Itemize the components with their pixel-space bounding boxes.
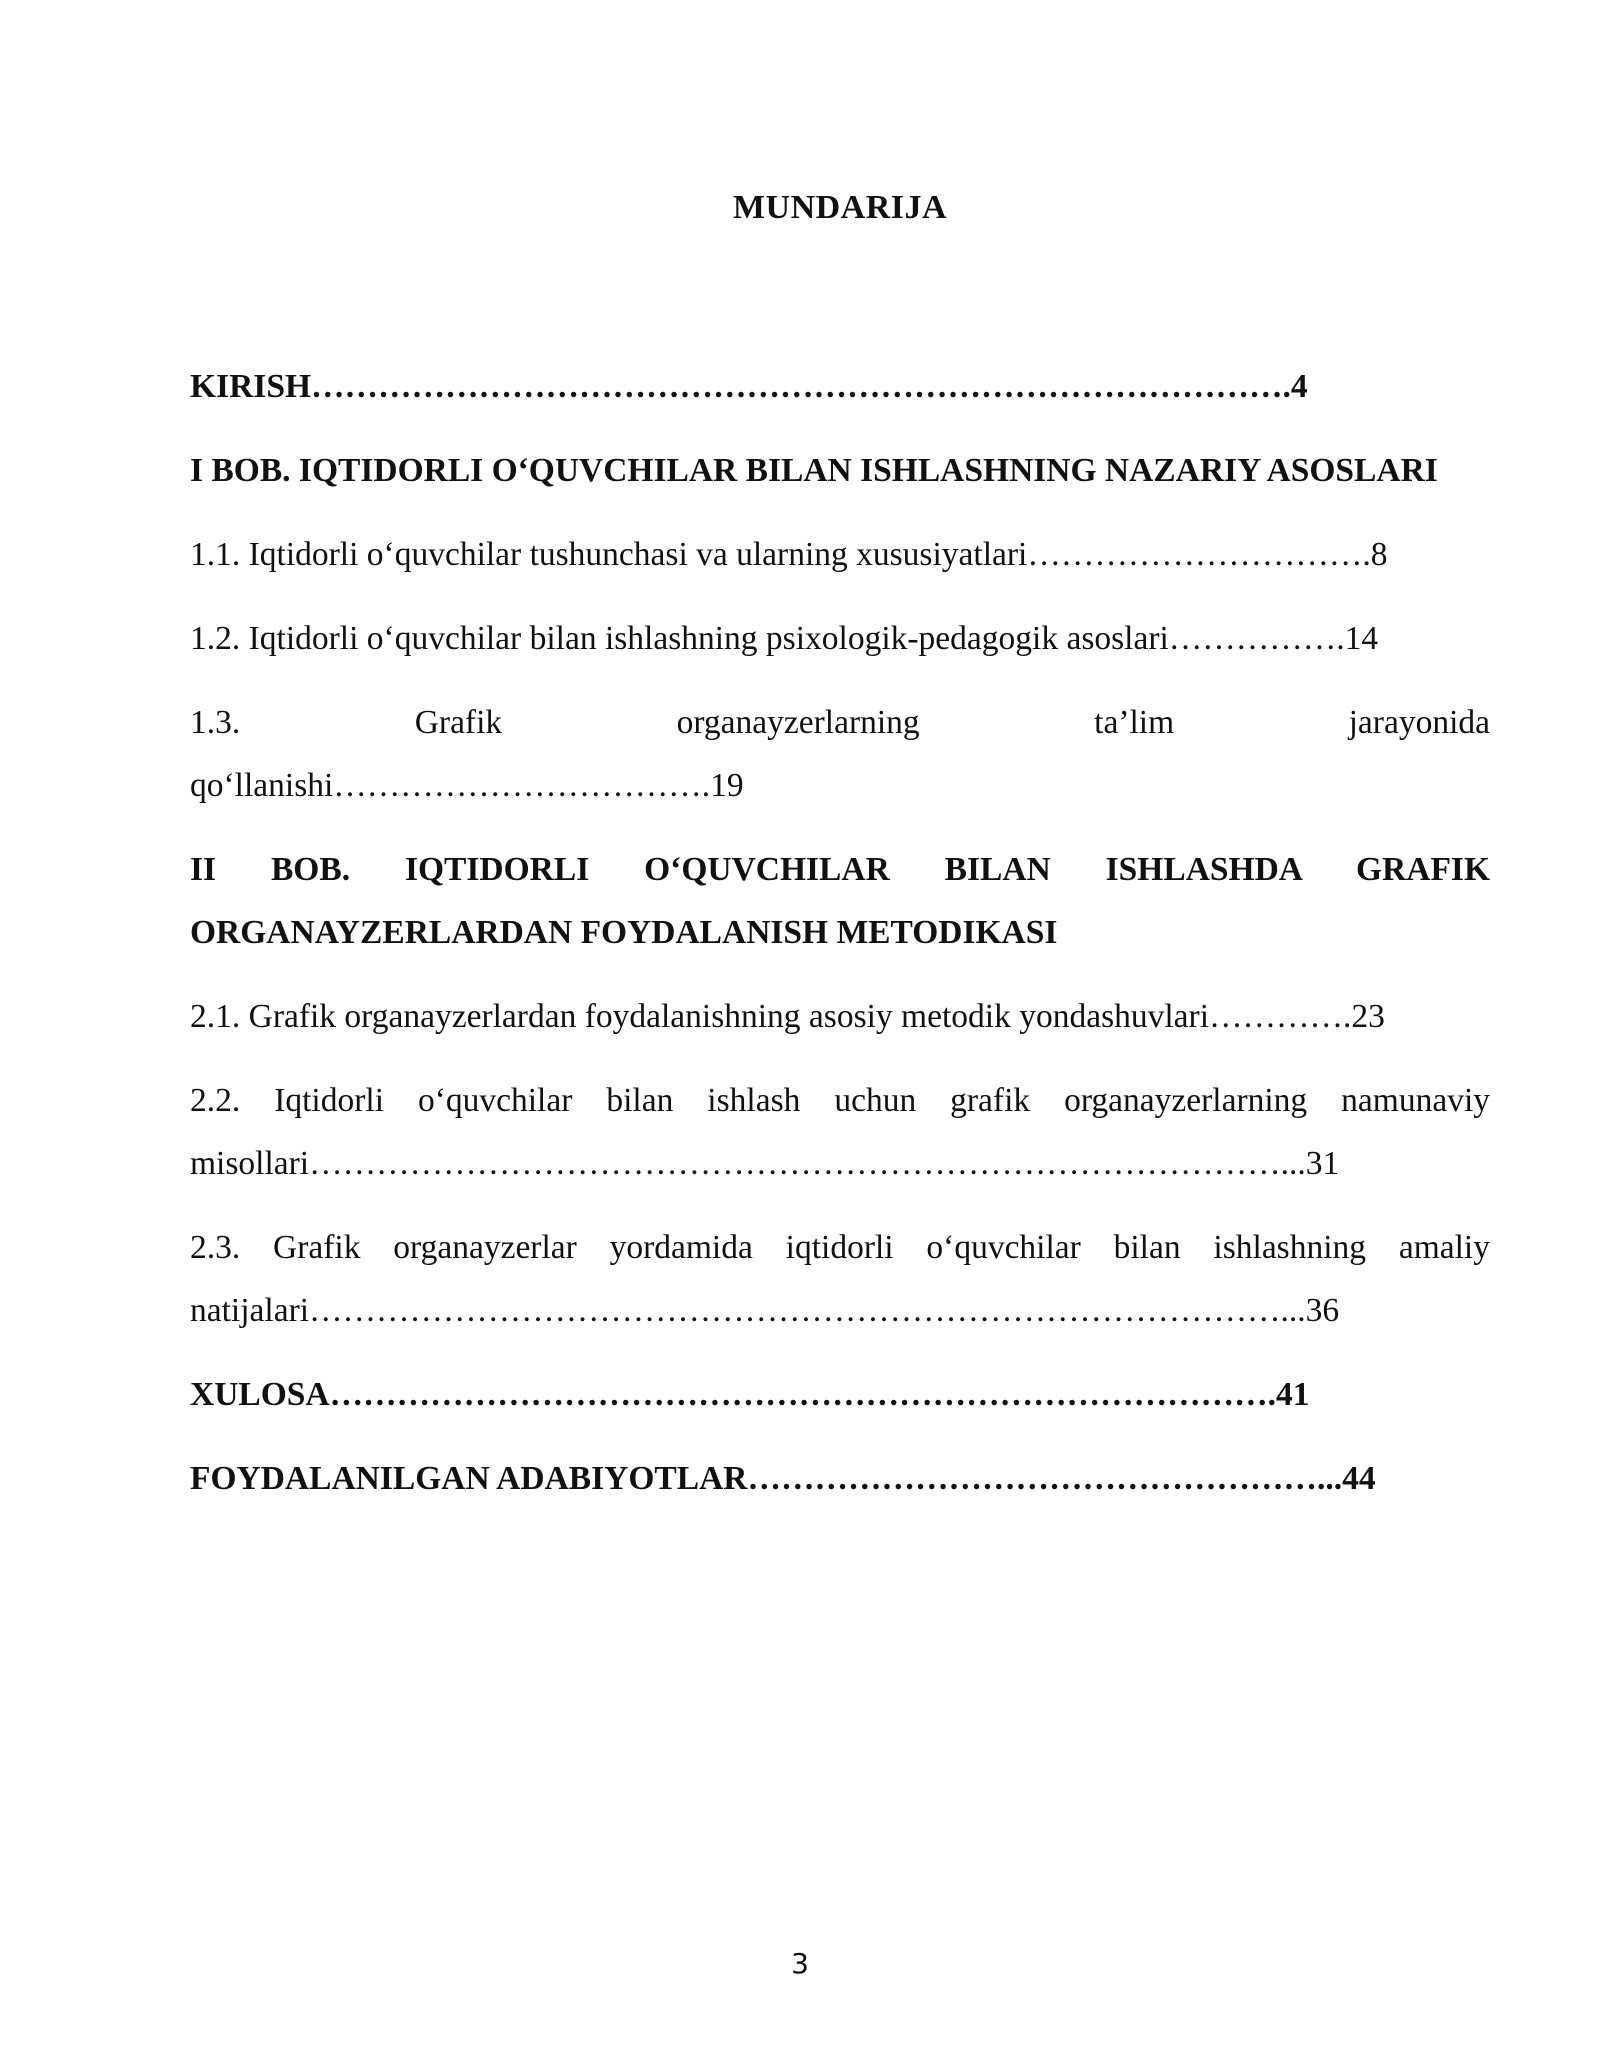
toc-entry-section-1-3-line2: qo‘llanishi…………………………….19 bbox=[190, 767, 744, 804]
document-title: MUNDARIJA bbox=[732, 189, 948, 226]
toc-entry-section-2-3: 2.3. Grafik organayzerlar yordamida iqtidorli o‘quvchilar bilan ishlashning amaliy natijalari……………………………………………………………………………...36 bbox=[190, 1229, 1490, 1329]
toc-entry-section-1-3-line1: 1.3. Grafik organayzerlarning ta’lim jarayonida bbox=[190, 704, 1490, 741]
toc-entry-xulosa: XULOSA………………………………………………………………………….41 bbox=[190, 1376, 1310, 1413]
toc-entry-kirish: KIRISH…………………………………………………………………………….4 bbox=[190, 368, 1308, 405]
toc-entry-section-1-1: 1.1. Iqtidorli o‘quvchilar tushunchasi va ularning xususiyatlari………………………….8 bbox=[190, 536, 1388, 573]
toc-entry-section-2-1: 2.1. Grafik organayzerlardan foydalanishning asosiy metodik yondashuvlari………….23 bbox=[190, 998, 1385, 1035]
toc-entry-section-2-2: 2.2. Iqtidorli o‘quvchilar bilan ishlash uchun grafik organayzerlarning namunaviy misollari……………………………………………………………………………...31 bbox=[190, 1082, 1490, 1182]
toc-entry-adabiyotlar: FOYDALANILGAN ADABIYOTLAR……………………………………………...44 bbox=[190, 1460, 1376, 1497]
table-of-contents bbox=[190, 355, 1490, 1510]
page-number: 3 bbox=[791, 1947, 809, 1980]
toc-entry-section-1-2: 1.2. Iqtidorli o‘quvchilar bilan ishlashning psixologik-pedagogik asoslari…………….14 bbox=[190, 620, 1379, 657]
toc-entry-chapter-1: I BOB. IQTIDORLI O‘QUVCHILAR BILAN ISHLASHNING NAZARIY ASOSLARI bbox=[190, 452, 1438, 489]
toc-entry-chapter-2: II BOB. IQTIDORLI O‘QUVCHILAR BILAN ISHLASHDA GRAFIK ORGANAYZERLARDAN FOYDALANISH METODIKASI bbox=[190, 851, 1490, 951]
toc-entry-section-1-3 bbox=[190, 691, 1490, 817]
